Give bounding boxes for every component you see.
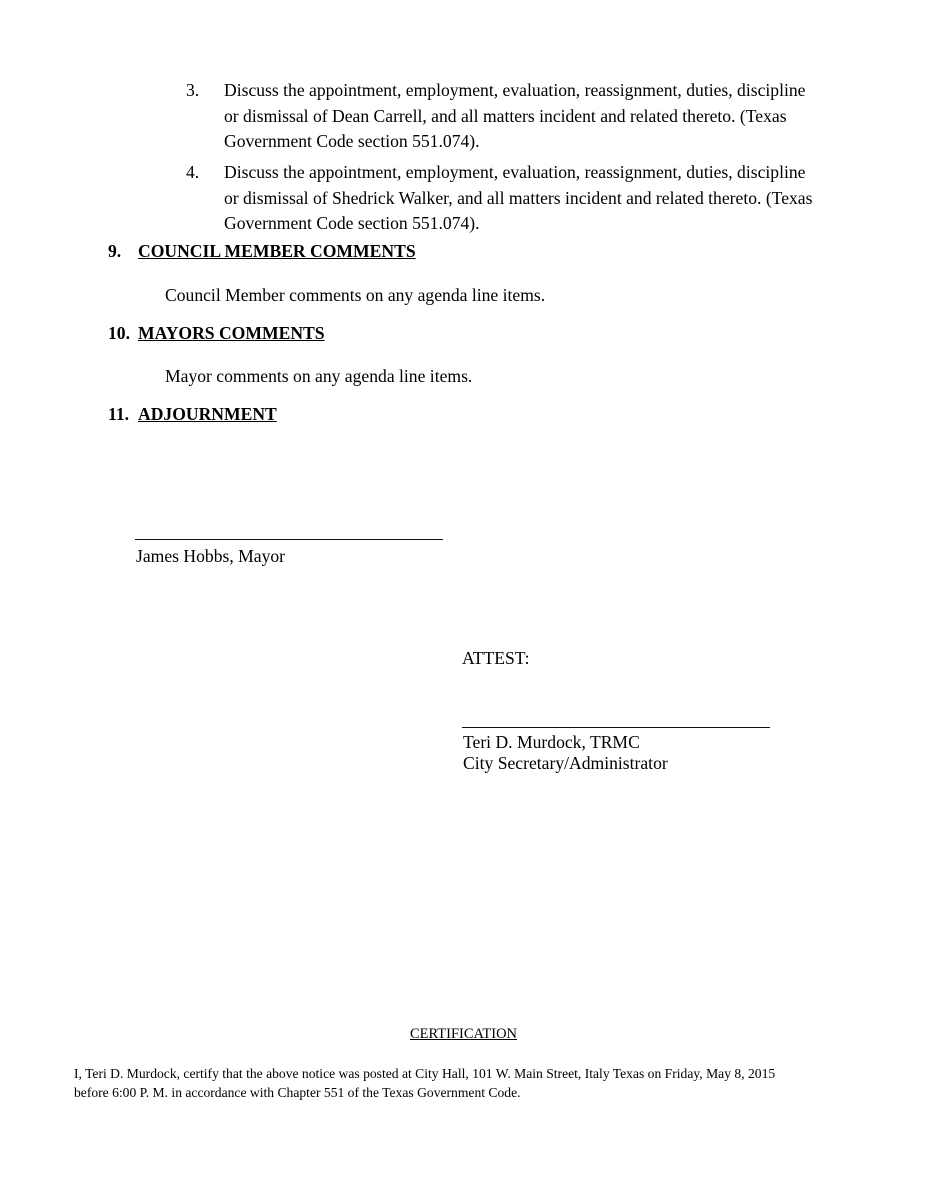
section-10-label: MAYORS COMMENTS: [138, 323, 325, 343]
section-9-body: Council Member comments on any agenda line items.: [165, 285, 546, 305]
section-11-label: ADJOURNMENT: [138, 404, 277, 424]
section-10-number: 10.: [108, 323, 130, 343]
agenda-subitem-3-number: 3.: [186, 80, 200, 100]
section-heading-11: [108, 403, 277, 425]
section-9-number: 9.: [108, 241, 122, 261]
agenda-subitem-3-text: Discuss the appointment, employment, evaluation, reassignment, duties, discipline or dismissal of Dean Carrell, and all matters incident and related thereto. (Texas Government Code section 551.074).: [224, 80, 806, 152]
agenda-subitem-3: [186, 78, 816, 155]
certification-title: [0, 1026, 927, 1043]
attest-signature-name: Teri D. Murdock, TRMC: [463, 732, 640, 752]
certification-line-1: I, Teri D. Murdock, certify that the above notice was posted at City Hall, 101 W. Main Street, Italy Texas on Friday, May 8, 2015: [74, 1066, 776, 1081]
section-heading-10: [108, 322, 325, 344]
section-heading-9: [108, 240, 416, 262]
agenda-subitem-4-number: 4.: [186, 162, 200, 182]
mayor-signature-line: [135, 539, 443, 540]
section-11-number: 11.: [108, 404, 130, 424]
attest-label: ATTEST:: [462, 648, 530, 668]
certification-line-2: before 6:00 P. M. in accordance with Chapter 551 of the Texas Government Code.: [74, 1085, 521, 1100]
section-9-label: COUNCIL MEMBER COMMENTS: [138, 241, 416, 261]
certification-title-text: CERTIFICATION: [409, 1026, 518, 1042]
agenda-subitem-4-text: Discuss the appointment, employment, evaluation, reassignment, duties, discipline or dismissal of Shedrick Walker, and all matters incident and related thereto. (Texas Government Code section 551.074).: [224, 162, 813, 234]
mayor-signature-name: James Hobbs, Mayor: [136, 546, 286, 566]
attest-signature-line: [462, 727, 770, 728]
section-10-body: Mayor comments on any agenda line items.: [165, 366, 473, 386]
attest-signature-title: City Secretary/Administrator: [463, 753, 668, 773]
agenda-subitem-4: [186, 160, 816, 237]
